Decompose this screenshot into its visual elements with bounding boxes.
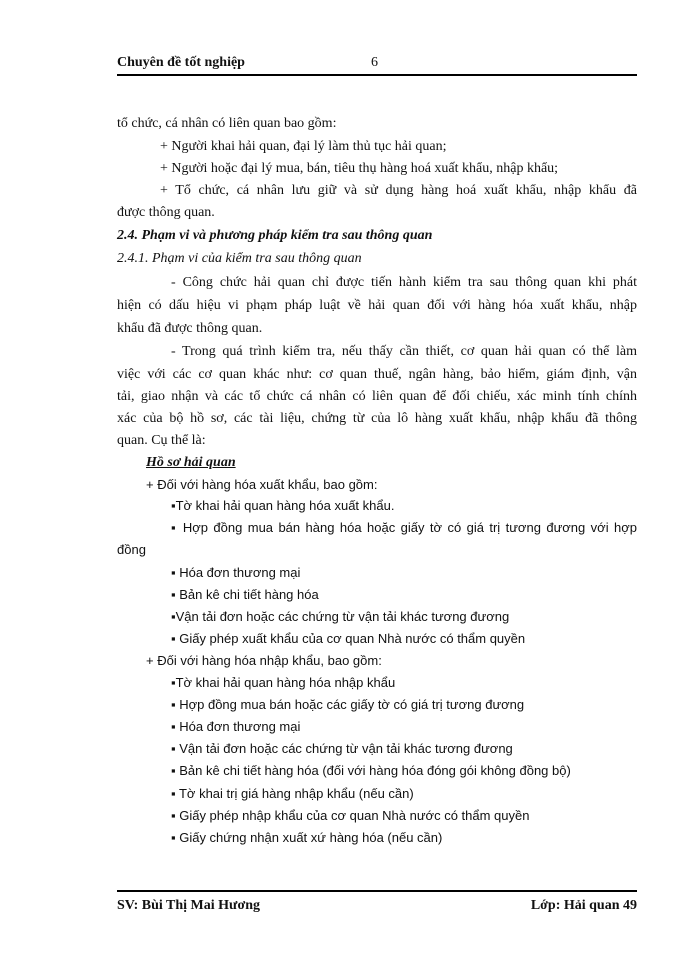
list-item: + Người khai hải quan, đại lý làm thủ tục hải quan; — [160, 139, 447, 154]
list-item: + Đối với hàng hóa nhập khẩu, bao gồm: — [146, 653, 382, 668]
list-item: ▪ Hóa đơn thương mại — [171, 719, 301, 734]
list-item: ▪ Giấy phép nhập khẩu của cơ quan Nhà nước có thẩm quyền — [171, 808, 530, 823]
list-item: ▪Vận tải đơn hoặc các chứng từ vận tải khác tương đương — [171, 609, 510, 624]
page-footer — [117, 890, 637, 916]
text-line: - Trong quá trình kiểm tra, nếu thấy cần thiết, cơ quan hải quan có thể làm — [171, 344, 637, 359]
text-line: việc với các cơ quan khác như: cơ quan thuế, ngân hàng, bảo hiểm, giám định, vận — [117, 367, 637, 382]
list-item: ▪Tờ khai hải quan hàng hóa nhập khẩu — [171, 675, 396, 690]
footer-student: SV: Bùi Thị Mai Hương — [117, 898, 260, 913]
footer-class: Lớp: Hải quan 49 — [530, 898, 637, 913]
text-line: hiện có dấu hiệu vi phạm pháp luật về hải quan đối với hàng hóa xuất khẩu, nhập — [117, 298, 637, 313]
text-line: được thông quan. — [117, 205, 215, 220]
list-item: ▪ Bản kê chi tiết hàng hóa — [171, 587, 319, 602]
text-line: khẩu đã được thông quan. — [117, 321, 263, 336]
page-number: 6 — [371, 55, 378, 70]
list-item: + Tổ chức, cá nhân lưu giữ và sử dụng hàng hoá xuất khẩu, nhập khẩu đã — [160, 183, 637, 198]
list-item: ▪ Hợp đồng mua bán hàng hóa hoặc giấy tờ có giá trị tương đương với hợp — [171, 520, 637, 535]
text-line: quan. Cụ thể là: — [117, 433, 206, 448]
list-item: ▪ Hợp đồng mua bán hoặc các giấy tờ có giá trị tương đương — [171, 697, 525, 712]
list-item: ▪Tờ khai hải quan hàng hóa xuất khẩu. — [171, 498, 395, 513]
list-item: ▪ Giấy phép xuất khẩu của cơ quan Nhà nước có thẩm quyền — [171, 631, 526, 646]
section-heading: 2.4. Phạm vi và phương pháp kiểm tra sau thông quan — [117, 228, 433, 243]
text-line: tải, giao nhận và các tổ chức cá nhân có liên quan để đối chiếu, xác minh tính chính — [117, 389, 637, 404]
list-item: + Người hoặc đại lý mua, bán, tiêu thụ hàng hoá xuất khẩu, nhập khẩu; — [160, 161, 559, 176]
list-item: ▪ Vận tải đơn hoặc các chứng từ vận tải khác tương đương — [171, 741, 513, 756]
list-item: ▪ Giấy chứng nhận xuất xứ hàng hóa (nếu cần) — [171, 830, 443, 845]
page-header — [117, 52, 637, 76]
list-item: ▪ Tờ khai trị giá hàng nhập khẩu (nếu cần) — [171, 786, 414, 801]
text-line: tổ chức, cá nhân có liên quan bao gồm: — [117, 116, 337, 131]
underlined-heading: Hồ sơ hải quan — [146, 455, 236, 470]
text-line: - Công chức hải quan chỉ được tiến hành kiểm tra sau thông quan khi phát — [171, 275, 637, 290]
text-line: xác của bộ hồ sơ, các tài liệu, chứng từ của lô hàng xuất khẩu, nhập khẩu đã thông — [117, 411, 637, 426]
text-line: đồng — [117, 542, 146, 557]
list-item: + Đối với hàng hóa xuất khẩu, bao gồm: — [146, 477, 378, 492]
list-item: ▪ Hóa đơn thương mại — [171, 565, 301, 580]
header-title: Chuyên đề tốt nghiệp — [117, 55, 245, 70]
list-item: ▪ Bản kê chi tiết hàng hóa (đối với hàng hóa đóng gói không đồng bộ) — [171, 763, 571, 778]
subsection-heading: 2.4.1. Phạm vi của kiểm tra sau thông quan — [117, 251, 362, 266]
